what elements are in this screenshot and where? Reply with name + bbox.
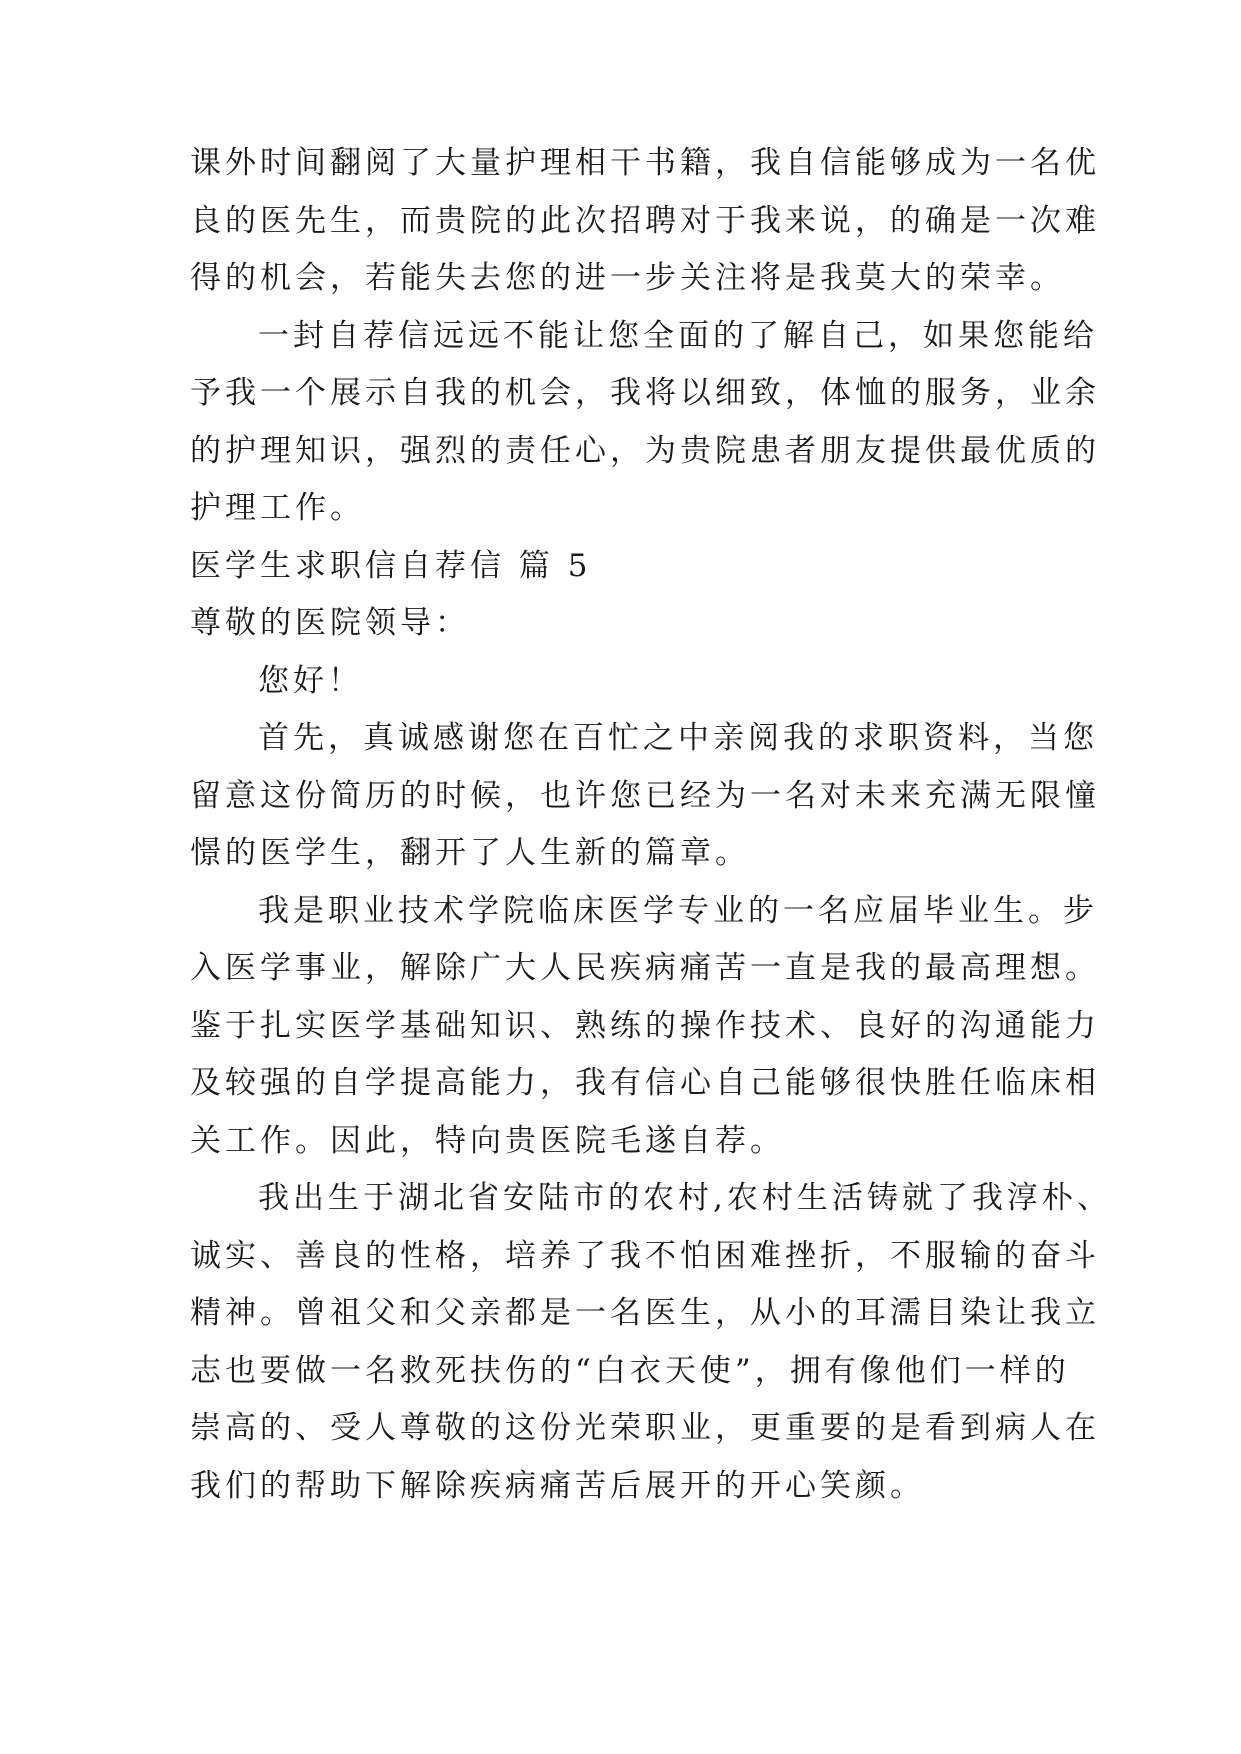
text-line: 关工作。因此，特向贵医院毛遂自荐。 — [190, 1122, 785, 1159]
document-body — [190, 135, 1112, 1515]
salutation: 尊敬的医院领导： — [190, 605, 470, 641]
text-line: 鉴于扎实医学基础知识、熟练的操作技术、良好的沟通能力 — [190, 1007, 1100, 1044]
text-line: 我们的帮助下解除疾病痛苦后展开的开心笑颜。 — [190, 1467, 925, 1504]
text-line: 精神。曾祖父和父亲都是一名医生，从小的耳濡目染让我立 — [190, 1295, 1100, 1331]
text-line: 及较强的自学提高能力，我有信心自己能够很快胜任临床相 — [190, 1065, 1100, 1101]
text-line: 憬的医学生，翻开了人生新的篇章。 — [190, 835, 750, 871]
text-line: 首先，真诚感谢您在百忙之中亲阅我的求职资料，当您 — [258, 720, 1098, 756]
text-line: 得的机会，若能失去您的进一步关注将是我莫大的荣幸。 — [190, 260, 1065, 296]
text-line: 课外时间翻阅了大量护理相干书籍，我自信能够成为一名优 — [190, 145, 1100, 181]
section-heading: 医学生求职信自荐信 篇 5 — [190, 547, 592, 584]
text-line: 志也要做一名救死扶伤的“白衣天使”，拥有像他们一样的 — [190, 1352, 1070, 1389]
text-line: 留意这份简历的时候，也许您已经为一名对未来充满无限憧 — [190, 777, 1100, 814]
text-line: 崇高的、受人尊敬的这份光荣职业，更重要的是看到病人在 — [190, 1410, 1100, 1446]
greeting: 您好！ — [258, 662, 363, 699]
text-line: 的护理知识，强烈的责任心，为贵院患者朋友提供最优质的 — [190, 432, 1100, 469]
text-line: 诚实、善良的性格，培养了我不怕困难挫折，不服输的奋斗 — [190, 1237, 1100, 1274]
text-line: 入医学事业，解除广大人民疾病痛苦一直是我的最高理想。 — [190, 950, 1100, 986]
text-line: 一封自荐信远远不能让您全面的了解自己，如果您能给 — [258, 317, 1098, 354]
text-line: 护理工作。 — [190, 490, 365, 526]
text-line: 予我一个展示自我的机会，我将以细致，体恤的服务，业余 — [190, 375, 1100, 411]
text-line: 良的医先生，而贵院的此次招聘对于我来说，的确是一次难 — [190, 202, 1100, 239]
text-line: 我是职业技术学院临床医学专业的一名应届毕业生。步 — [258, 892, 1098, 929]
text-line: 我出生于湖北省安陆市的农村,农村生活铸就了我淳朴、 — [258, 1180, 1112, 1216]
